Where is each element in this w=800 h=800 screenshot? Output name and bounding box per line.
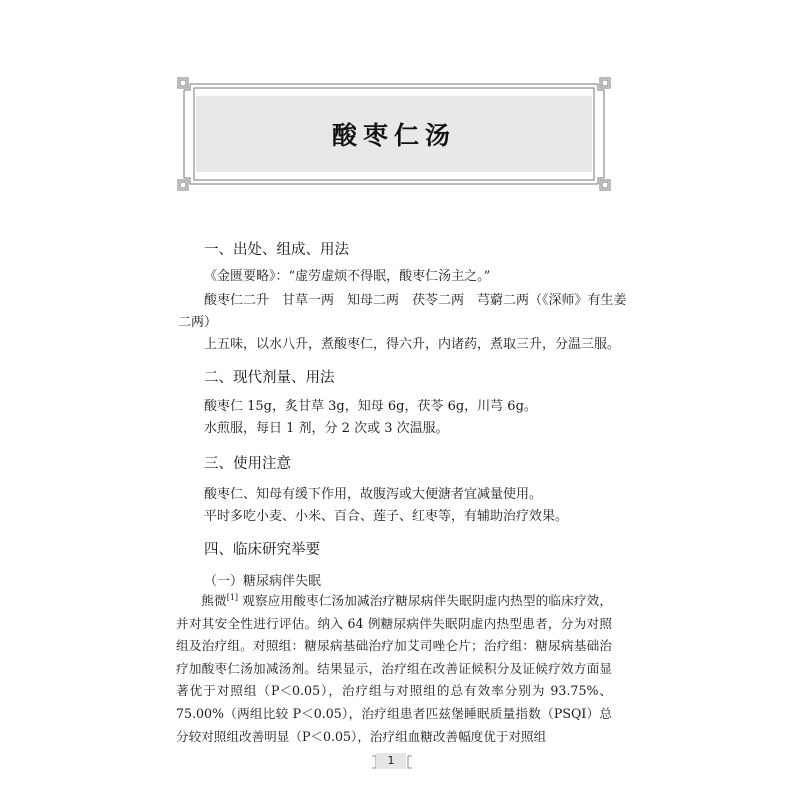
section-heading-4: 四、临床研究举要	[204, 542, 320, 558]
subsection-body	[176, 590, 612, 748]
page-title: 酸枣仁汤	[331, 121, 456, 150]
section-2-line-1: 酸枣仁 15g，炙甘草 3g，知母 6g，茯苓 6g，川芎 6g。	[204, 399, 537, 414]
section-heading-2: 二、现代剂量、用法	[204, 370, 335, 386]
section-3-line-1: 酸枣仁、知母有缓下作用，故腹泻或大便溏者宜减量使用。	[204, 487, 543, 502]
title-frame	[176, 76, 612, 192]
section-1-line-2: 酸枣仁二升 甘草一两 知母二两 茯苓二两 芎藭二两（《深师》有生姜	[204, 293, 627, 308]
section-1-line-4: 上五味，以水八升，煮酸枣仁，得六升，内诸药，煮取三升，分温三服。	[204, 337, 621, 352]
author-name: 熊微	[201, 593, 227, 608]
section-1-line-1: 《金匮要略》：“虚劳虚烦不得眠，酸枣仁汤主之。”	[204, 269, 491, 284]
section-3-line-2: 平时多吃小麦、小米、百合、莲子、红枣等，有辅助治疗效果。	[204, 509, 569, 524]
subsection-heading: （一）糖尿病伴失眠	[204, 574, 322, 589]
page-number: 1	[376, 753, 406, 769]
citation-ref[interactable]: [1]	[226, 592, 239, 602]
section-heading-3: 三、使用注意	[204, 456, 291, 472]
subsection-text: 观察应用酸枣仁汤加减治疗糖尿病伴失眠阴虚内热型的临床疗效，并对其安全性进行评估。纳入 64 例糖尿病伴失眠阴虚内热型患者，分为对照组及治疗组。对照组：糖尿病基础治疗加艾司唑仑片；治疗组：糖尿病基础治疗加酸枣仁汤加减汤剂。结果显示，治疗组在改善证候积分及证候疗效方面显著优于对照组（P＜0.05），治疗组与对照组的总有效率分别为 93.75%、75.00%（两组比较 P＜0.05），治疗组患者匹兹堡睡眠质量指数（PSQI）总分较对照组改善明显（P＜0.05），治疗组血糖改善幅度优于对照组	[176, 593, 612, 744]
section-2-line-2: 水煎服，每日 1 剂，分 2 次或 3 次温服。	[204, 421, 449, 436]
title-box	[196, 96, 592, 172]
section-1-line-3: 二两）	[178, 315, 218, 330]
page-number-box	[370, 752, 414, 772]
section-heading-1: 一、出处、组成、用法	[204, 242, 349, 258]
